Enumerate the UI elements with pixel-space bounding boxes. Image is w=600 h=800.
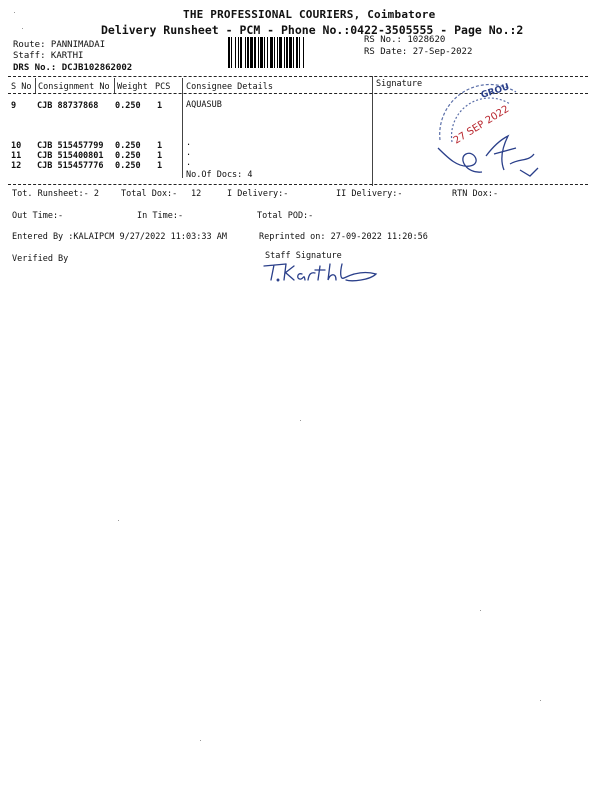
rs-date: RS Date: 27-Sep-2022 <box>364 47 473 57</box>
ii-delivery: II Delivery:- <box>336 189 403 199</box>
route-label: Route: PANNIMADAI <box>13 40 106 50</box>
total-runsheet: Tot. Runsheet:- 2 <box>12 189 99 199</box>
rs-number: RS No.: 1028620 <box>364 35 446 45</box>
row-weight: 0.250 <box>115 101 141 111</box>
col-header-signature: Signature <box>376 79 423 89</box>
row-consignee: . <box>186 148 192 158</box>
scan-speck <box>540 700 541 701</box>
barcode-bar <box>245 37 246 68</box>
row-consignment: CJB 88737868 <box>37 101 99 111</box>
col-divider <box>35 78 36 93</box>
col-divider <box>114 78 115 93</box>
barcode-bar <box>264 37 265 68</box>
barcode-bar <box>267 37 268 68</box>
row-consignment: CJB 515457776 <box>37 161 104 171</box>
row-sno: 11 <box>11 151 22 161</box>
scan-speck <box>14 12 15 13</box>
row-weight: 0.250 <box>115 151 141 161</box>
verified-by: Verified By <box>12 254 69 264</box>
stamp-date-text: 27 SEP 2022 <box>451 103 512 147</box>
row-pcs: 1 <box>157 101 163 111</box>
row-consignee: AQUASUB <box>186 100 222 110</box>
row-consignee: . <box>186 158 192 168</box>
row-weight: 0.250 <box>115 161 141 171</box>
row-sno: 10 <box>11 141 22 151</box>
row-consignment: CJB 515400801 <box>37 151 104 161</box>
row-weight: 0.250 <box>115 141 141 151</box>
row-pcs: 1 <box>157 141 163 151</box>
barcode-bar <box>274 37 275 68</box>
staff-signature-label: Staff Signature <box>265 251 342 261</box>
total-dox-value: 12 <box>191 189 202 199</box>
staff-signature <box>260 258 384 286</box>
row-pcs: 1 <box>157 151 163 161</box>
received-stamp <box>430 78 550 188</box>
row-consignee: . <box>186 138 192 148</box>
barcode-bar <box>228 37 230 68</box>
barcode-bar <box>284 37 285 68</box>
col-header-pcs: PCS <box>155 82 171 92</box>
row-sno: 9 <box>11 101 17 111</box>
scan-speck <box>118 520 119 521</box>
barcode-bar <box>231 37 232 68</box>
col-header-sno: S No <box>11 82 32 92</box>
out-time: Out Time:- <box>12 211 64 221</box>
rtn-dox: RTN Dox:- <box>452 189 499 199</box>
barcode-bar <box>296 37 298 68</box>
barcode-bar <box>286 37 288 68</box>
barcode-bar <box>299 37 300 68</box>
barcode-bar <box>247 37 249 68</box>
row-consignment: CJB 515457799 <box>37 141 104 151</box>
barcode-bar <box>235 37 236 68</box>
col-header-consignment: Consignment No <box>38 82 110 92</box>
barcode-bar <box>240 37 242 68</box>
i-delivery: I Delivery:- <box>227 189 289 199</box>
drs-number: DRS No.: DCJB102862002 <box>13 63 133 73</box>
docs-count: No.Of Docs: 4 <box>186 170 253 180</box>
barcode-bar <box>303 37 304 68</box>
barcode-bar <box>238 37 239 68</box>
scan-speck <box>22 28 23 29</box>
row-pcs: 1 <box>157 161 163 171</box>
row-sno: 12 <box>11 161 22 171</box>
scan-speck <box>200 740 201 741</box>
barcode-bar <box>250 37 253 68</box>
barcode-bar <box>270 37 273 68</box>
barcode-bar <box>277 37 278 68</box>
barcode-bar <box>260 37 263 68</box>
barcode-bar <box>258 37 259 68</box>
barcode-bar <box>279 37 282 68</box>
scan-speck <box>480 610 481 611</box>
total-pod: Total POD:- <box>257 211 314 221</box>
stamp-org-text: GROU <box>479 82 511 101</box>
staff-label: Staff: KARTHI <box>13 51 84 61</box>
barcode-bar <box>254 37 256 68</box>
barcode-bar <box>293 37 294 68</box>
reprinted-on: Reprinted on: 27-09-2022 11:20:56 <box>259 232 428 242</box>
total-dox-label: Total Dox:- <box>121 189 178 199</box>
barcode <box>228 37 356 68</box>
runsheet-subtitle: Delivery Runsheet - PCM - Phone No.:0422-3505555 - Page No.:2 <box>101 23 524 37</box>
table-top-rule <box>8 76 588 77</box>
scan-speck <box>300 420 301 421</box>
barcode-bar <box>289 37 292 68</box>
entered-by: Entered By :KALAIPCM 9/27/2022 11:03:33 AM <box>12 232 227 242</box>
in-time: In Time:- <box>137 211 184 221</box>
company-title: THE PROFESSIONAL COURIERS, Coimbatore <box>183 8 436 21</box>
col-header-consignee: Consignee Details <box>186 82 273 92</box>
col-header-weight: Weight <box>117 82 148 92</box>
